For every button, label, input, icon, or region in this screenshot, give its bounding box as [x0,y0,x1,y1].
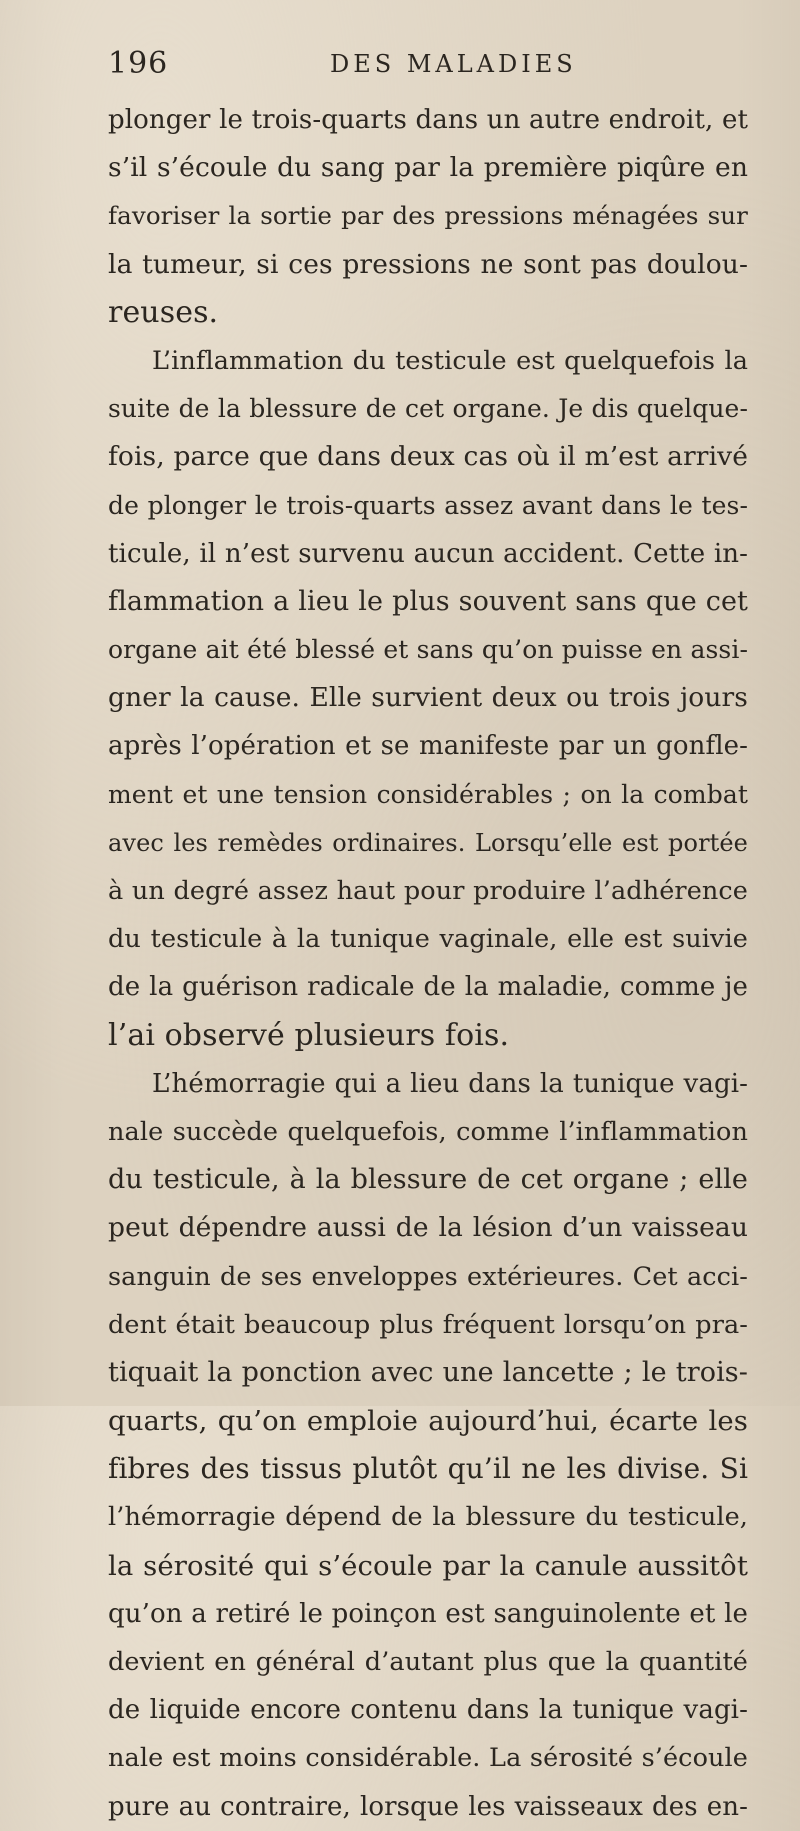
running-head [108,46,748,86]
text-line: du testicule à la tunique vaginale, elle est suivie [108,924,748,955]
text-line: l’hémorragie dépend de la blessure du testicule, [108,1502,748,1533]
text-line: reuses. [108,294,219,330]
text-line: tiquait la ponction avec une lancette ; le trois- [108,1356,748,1388]
text-line: nale succède quelquefois, comme l’inflammation [108,1116,748,1147]
text-line: dent était beaucoup plus fréquent lorsqu’on pra- [108,1309,748,1340]
text-line: de plonger le trois-quarts assez avant dans le tes- [108,490,748,520]
text-line: ticule, il n’est survenu aucun accident. Cette in- [108,538,748,569]
text-line: devient en général d’autant plus que la quantité [108,1647,748,1677]
text-line: la tumeur, si ces pressions ne sont pas doulou- [108,248,748,280]
text-line: peut dépendre aussi de la lésion d’un vaisseau [108,1212,748,1244]
text-line: fois, parce que dans deux cas où il m’est arrivé [108,441,748,473]
text-line: favoriser la sortie par des pressions ménagées sur [108,201,748,231]
text-line: à un degré assez haut pour produire l’adhérence [108,876,748,906]
page-number: 196 [108,46,169,81]
text-line: organe ait été blessé et sans qu’on puisse en assi- [108,635,748,665]
running-title: DES MALADIES [330,50,577,78]
text-line: plonger le trois-quarts dans un autre endroit, et [108,105,748,135]
text-line: avec les remèdes ordinaires. Lorsqu’elle est portée [108,828,748,857]
text-line: après l’opération et se manifeste par un gonfle- [108,731,748,762]
text-line: quarts, qu’on emploie aujourd’hui, écarte les [108,1405,748,1438]
text-line: l’ai observé plusieurs fois. [108,1017,510,1053]
text-line: flammation a lieu le plus souvent sans que cet [108,585,748,617]
body-text [108,96,748,1831]
text-line: sanguin de ses enveloppes extérieures. Cet acci- [108,1261,748,1292]
text-line: la sérosité qui s’écoule par la canule aussitôt [108,1549,748,1582]
text-line: suite de la blessure de cet organe. Je dis quelque- [108,394,748,424]
text-line: s’il s’écoule du sang par la première piqûre en [108,152,748,184]
text-line: qu’on a retiré le poinçon est sanguinolente et le [108,1598,748,1629]
text-line: ment et une tension considérables ; on la combat [108,779,748,809]
text-line: fibres des tissus plutôt qu’il ne les divise. Si [108,1452,748,1486]
text-line: du testicule, à la blessure de cet organe ; elle [108,1164,748,1196]
text-line: pure au contraire, lorsque les vaisseaux des en- [108,1791,748,1822]
text-line: nale est moins considérable. La sérosité s’écoule [108,1743,748,1774]
text-line: L’inflammation du testicule est quelquefois la [152,345,748,376]
text-line: L’hémorragie qui a lieu dans la tunique vagi- [152,1068,748,1099]
text-line: de la guérison radicale de la maladie, comme je [108,972,748,1003]
text-line: gner la cause. Elle survient deux ou trois jours [108,682,748,714]
text-line: de liquide encore contenu dans la tunique vagi- [108,1695,748,1726]
